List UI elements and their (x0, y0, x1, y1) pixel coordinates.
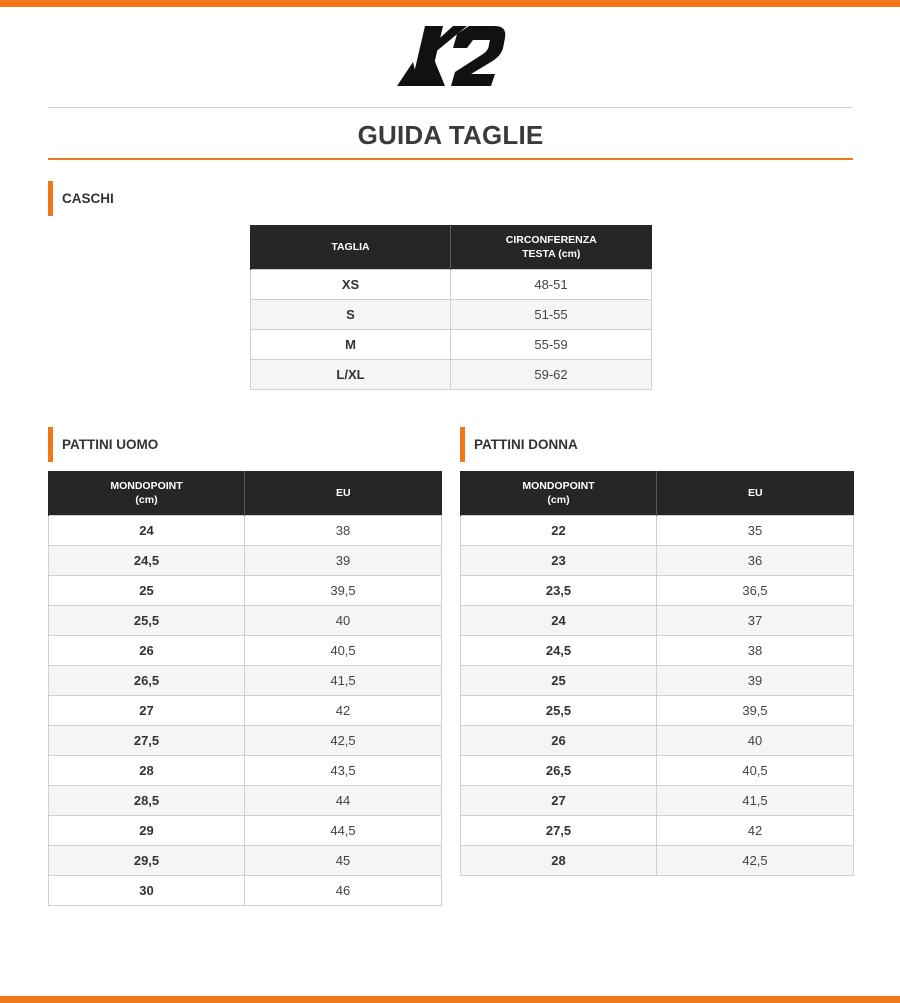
mondopoint-cell: 24 (49, 516, 245, 546)
section-title-helmets: CASCHI (48, 181, 114, 216)
eu-size-cell: 42,5 (657, 846, 854, 876)
size-cell: L/XL (251, 360, 451, 390)
table-header-row (461, 471, 854, 516)
mondopoint-cell: 27,5 (461, 816, 657, 846)
men-skates-size-table (48, 471, 442, 906)
eu-size-cell: 39,5 (245, 576, 442, 606)
size-cell: XS (251, 270, 451, 300)
eu-size-cell: 39,5 (657, 696, 854, 726)
mondopoint-cell: 27 (49, 696, 245, 726)
table-row (251, 270, 652, 300)
eu-size-cell: 42 (245, 696, 442, 726)
circumference-cell: 48-51 (451, 270, 652, 300)
eu-size-cell: 36,5 (657, 576, 854, 606)
mondopoint-cell: 26,5 (49, 666, 245, 696)
column-header-mondopoint: MONDOPOINT (cm) (461, 471, 657, 516)
eu-size-cell: 39 (245, 546, 442, 576)
mondopoint-cell: 27,5 (49, 726, 245, 756)
circumference-cell: 51-55 (451, 300, 652, 330)
table-row (461, 636, 854, 666)
mondopoint-cell: 25 (49, 576, 245, 606)
eu-size-cell: 37 (657, 606, 854, 636)
table-row (49, 606, 442, 636)
eu-size-cell: 41,5 (657, 786, 854, 816)
eu-size-cell: 38 (245, 516, 442, 546)
table-row (49, 876, 442, 906)
mondopoint-cell: 30 (49, 876, 245, 906)
eu-size-cell: 38 (657, 636, 854, 666)
mondopoint-cell: 24 (461, 606, 657, 636)
section-title-men-skates: PATTINI UOMO (48, 427, 158, 462)
mondopoint-cell: 27 (461, 786, 657, 816)
table-row (49, 666, 442, 696)
top-accent-bar (0, 0, 900, 7)
women-skates-size-table (460, 471, 854, 876)
eu-size-cell: 46 (245, 876, 442, 906)
mondopoint-cell: 28,5 (49, 786, 245, 816)
eu-size-cell: 39 (657, 666, 854, 696)
table-row (49, 696, 442, 726)
eu-size-cell: 45 (245, 846, 442, 876)
table-row (49, 756, 442, 786)
table-row (49, 636, 442, 666)
table-row (49, 846, 442, 876)
size-cell: M (251, 330, 451, 360)
table-row (461, 606, 854, 636)
table-row (49, 816, 442, 846)
helmets-size-table (250, 225, 652, 390)
mondopoint-cell: 25,5 (461, 696, 657, 726)
table-row (49, 576, 442, 606)
section-title-women-skates: PATTINI DONNA (460, 427, 578, 462)
table-row (251, 360, 652, 390)
table-row (251, 330, 652, 360)
mondopoint-cell: 26 (461, 726, 657, 756)
eu-size-cell: 44 (245, 786, 442, 816)
mondopoint-cell: 28 (461, 846, 657, 876)
mondopoint-cell: 29,5 (49, 846, 245, 876)
table-row (461, 846, 854, 876)
mondopoint-cell: 26,5 (461, 756, 657, 786)
circumference-cell: 55-59 (451, 330, 652, 360)
column-header-size: TAGLIA (251, 225, 451, 270)
mondopoint-cell: 24,5 (461, 636, 657, 666)
page-title: GUIDA TAGLIE (357, 120, 544, 150)
mondopoint-cell: 29 (49, 816, 245, 846)
title-underline (48, 158, 853, 160)
eu-size-cell: 36 (657, 546, 854, 576)
mondopoint-cell: 23,5 (461, 576, 657, 606)
column-header-eu: EU (657, 471, 854, 516)
mondopoint-cell: 26 (49, 636, 245, 666)
eu-size-cell: 44,5 (245, 816, 442, 846)
circumference-cell: 59-62 (451, 360, 652, 390)
table-row (461, 576, 854, 606)
table-header-row (49, 471, 442, 516)
table-row (461, 666, 854, 696)
table-header-row (251, 225, 652, 270)
eu-size-cell: 40 (657, 726, 854, 756)
column-header-mondopoint: MONDOPOINT (cm) (49, 471, 245, 516)
size-cell: S (251, 300, 451, 330)
eu-size-cell: 40 (245, 606, 442, 636)
column-header-eu: EU (245, 471, 442, 516)
eu-size-cell: 42 (657, 816, 854, 846)
mondopoint-cell: 25 (461, 666, 657, 696)
table-row (49, 546, 442, 576)
table-row (49, 516, 442, 546)
table-row (461, 546, 854, 576)
eu-size-cell: 42,5 (245, 726, 442, 756)
mondopoint-cell: 25,5 (49, 606, 245, 636)
table-row (49, 786, 442, 816)
mondopoint-cell: 28 (49, 756, 245, 786)
eu-size-cell: 41,5 (245, 666, 442, 696)
table-row (461, 696, 854, 726)
eu-size-cell: 35 (657, 516, 854, 546)
k2-logo (395, 24, 507, 88)
table-row (461, 756, 854, 786)
table-row (461, 726, 854, 756)
bottom-accent-bar (0, 996, 900, 1003)
eu-size-cell: 43,5 (245, 756, 442, 786)
eu-size-cell: 40,5 (245, 636, 442, 666)
table-row (461, 816, 854, 846)
mondopoint-cell: 22 (461, 516, 657, 546)
eu-size-cell: 40,5 (657, 756, 854, 786)
table-row (461, 516, 854, 546)
table-row (461, 786, 854, 816)
column-header-head-circumference: CIRCONFERENZA TESTA (cm) (451, 225, 652, 270)
table-row (49, 726, 442, 756)
table-row (251, 300, 652, 330)
header-divider (48, 107, 853, 108)
mondopoint-cell: 24,5 (49, 546, 245, 576)
mondopoint-cell: 23 (461, 546, 657, 576)
